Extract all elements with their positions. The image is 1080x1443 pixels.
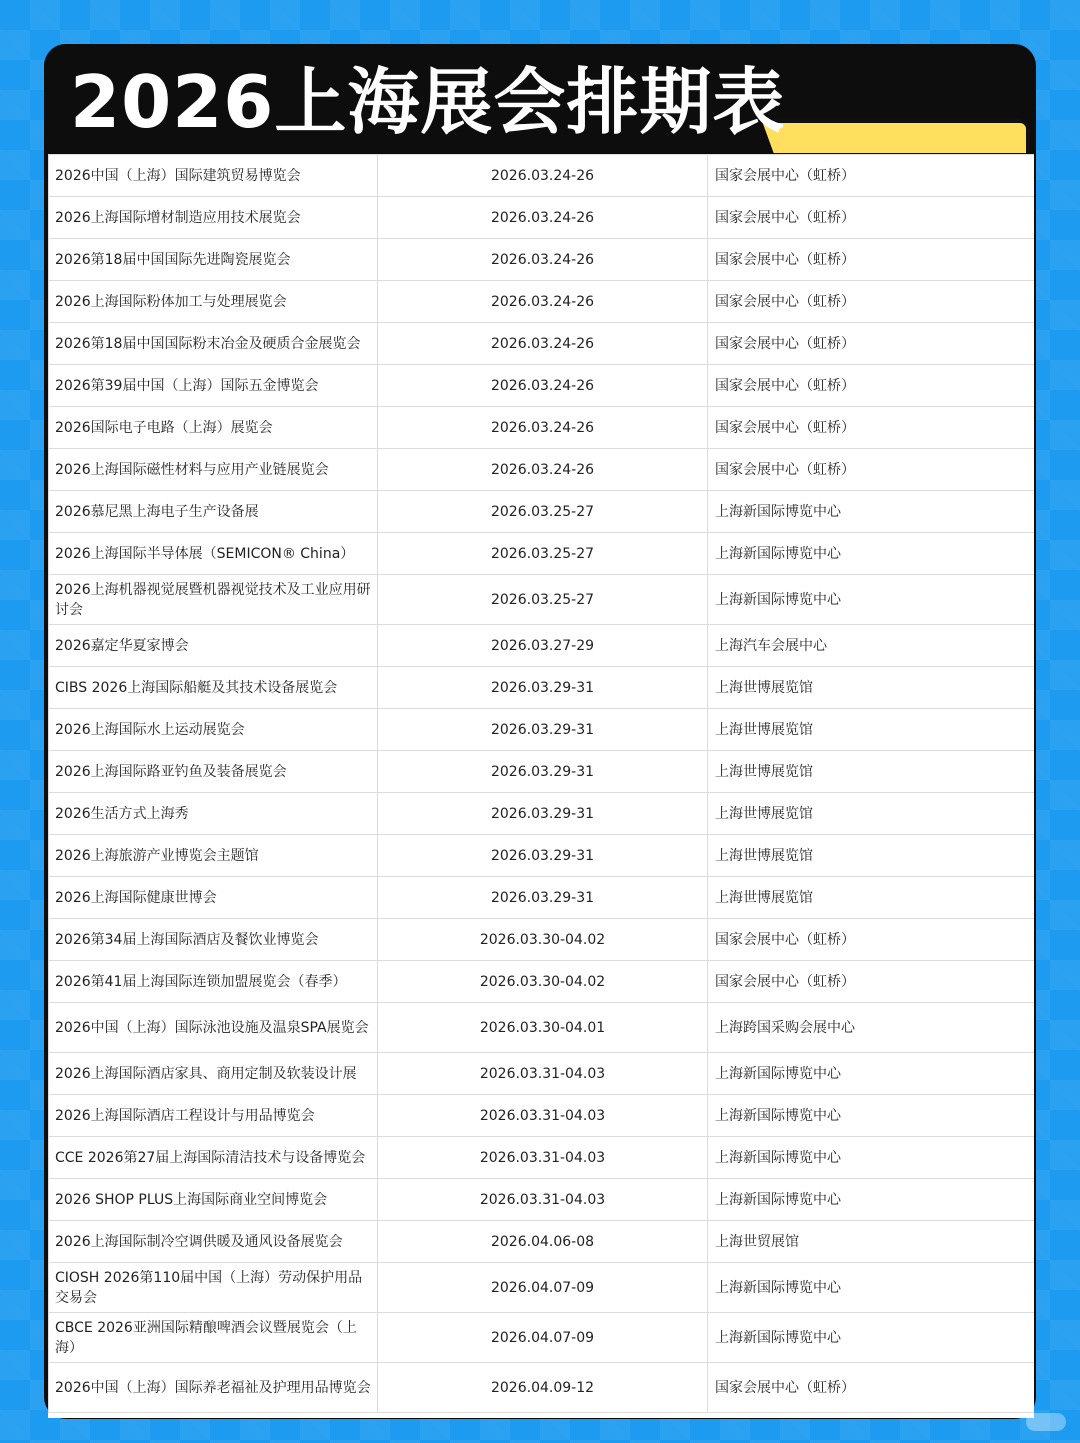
exhibition-date-cell: 2026.03.24-26 — [378, 281, 708, 323]
exhibition-venue-cell: 上海新国际博览中心 — [708, 1137, 1035, 1179]
table-row — [49, 575, 1035, 625]
exhibition-venue-cell: 上海世博展览馆 — [708, 709, 1035, 751]
exhibition-name-cell: 2026第18届中国国际先进陶瓷展览会 — [49, 239, 378, 281]
table-row — [49, 407, 1035, 449]
exhibition-name-cell: CIOSH 2026第110届中国（上海）劳动保护用品交易会 — [49, 1263, 378, 1313]
exhibition-name-cell: 2026上海旅游产业博览会主题馆 — [49, 835, 378, 877]
exhibition-venue-cell: 上海汽车会展中心 — [708, 625, 1035, 667]
table-row — [49, 1313, 1035, 1363]
exhibition-date-cell: 2026.03.24-26 — [378, 323, 708, 365]
exhibition-name-cell: 2026上海国际水上运动展览会 — [49, 709, 378, 751]
exhibition-name-cell: CBCE 2026亚洲国际精酿啤酒会议暨展览会（上海） — [49, 1313, 378, 1363]
exhibition-name-cell: CIBS 2026上海国际船艇及其技术设备展览会 — [49, 667, 378, 709]
exhibition-date-cell: 2026.04.09-12 — [378, 1363, 708, 1413]
exhibition-date-cell: 2026.04.07-09 — [378, 1263, 708, 1313]
exhibition-date-cell: 2026.03.25-27 — [378, 491, 708, 533]
table-row — [49, 961, 1035, 1003]
exhibition-name-cell: 2026中国（上海）国际养老福祉及护理用品博览会 — [49, 1363, 378, 1413]
exhibition-venue-cell: 上海新国际博览中心 — [708, 1053, 1035, 1095]
exhibition-venue-cell: 上海新国际博览中心 — [708, 1095, 1035, 1137]
exhibition-date-cell: 2026.03.29-31 — [378, 667, 708, 709]
table-row — [49, 491, 1035, 533]
exhibition-date-cell: 2026.03.25-27 — [378, 575, 708, 625]
table-row — [49, 449, 1035, 491]
exhibition-name-cell: 2026慕尼黑上海电子生产设备展 — [49, 491, 378, 533]
exhibition-name-cell: 2026国际电子电路（上海）展览会 — [49, 407, 378, 449]
exhibition-date-cell: 2026.03.24-26 — [378, 155, 708, 197]
exhibition-venue-cell: 上海跨国采购会展中心 — [708, 1003, 1035, 1053]
table-row — [49, 1053, 1035, 1095]
exhibition-date-cell: 2026.03.25-27 — [378, 533, 708, 575]
table-row — [49, 281, 1035, 323]
exhibition-venue-cell: 国家会展中心（虹桥） — [708, 407, 1035, 449]
exhibition-venue-cell: 国家会展中心（虹桥） — [708, 323, 1035, 365]
exhibition-name-cell: 2026上海国际粉体加工与处理展览会 — [49, 281, 378, 323]
schedule-table — [48, 154, 1034, 1413]
table-row — [49, 1137, 1035, 1179]
exhibition-venue-cell: 上海新国际博览中心 — [708, 575, 1035, 625]
exhibition-date-cell: 2026.03.24-26 — [378, 197, 708, 239]
schedule-table-container — [48, 154, 1034, 1418]
exhibition-date-cell: 2026.03.24-26 — [378, 407, 708, 449]
exhibition-venue-cell: 国家会展中心（虹桥） — [708, 239, 1035, 281]
exhibition-date-cell: 2026.03.31-04.03 — [378, 1179, 708, 1221]
exhibition-name-cell: 2026第41届上海国际连锁加盟展览会（春季） — [49, 961, 378, 1003]
exhibition-venue-cell: 国家会展中心（虹桥） — [708, 365, 1035, 407]
exhibition-name-cell: 2026上海国际增材制造应用技术展览会 — [49, 197, 378, 239]
exhibition-date-cell: 2026.03.24-26 — [378, 239, 708, 281]
table-row — [49, 625, 1035, 667]
exhibition-date-cell: 2026.03.30-04.02 — [378, 961, 708, 1003]
table-row — [49, 1221, 1035, 1263]
exhibition-date-cell: 2026.03.31-04.03 — [378, 1137, 708, 1179]
exhibition-venue-cell: 国家会展中心（虹桥） — [708, 1363, 1035, 1413]
exhibition-venue-cell: 国家会展中心（虹桥） — [708, 281, 1035, 323]
exhibition-name-cell: 2026生活方式上海秀 — [49, 793, 378, 835]
exhibition-name-cell: 2026中国（上海）国际建筑贸易博览会 — [49, 155, 378, 197]
exhibition-date-cell: 2026.03.31-04.03 — [378, 1053, 708, 1095]
exhibition-date-cell: 2026.04.06-08 — [378, 1221, 708, 1263]
table-row — [49, 365, 1035, 407]
exhibition-name-cell: 2026第34届上海国际酒店及餐饮业博览会 — [49, 919, 378, 961]
exhibition-name-cell: 2026第18届中国国际粉末冶金及硬质合金展览会 — [49, 323, 378, 365]
table-row — [49, 835, 1035, 877]
exhibition-name-cell: 2026上海国际路亚钓鱼及装备展览会 — [49, 751, 378, 793]
table-row — [49, 877, 1035, 919]
exhibition-venue-cell: 国家会展中心（虹桥） — [708, 961, 1035, 1003]
table-row — [49, 533, 1035, 575]
exhibition-date-cell: 2026.03.31-04.03 — [378, 1095, 708, 1137]
table-row — [49, 793, 1035, 835]
table-row — [49, 1179, 1035, 1221]
exhibition-name-cell: CCE 2026第27届上海国际清洁技术与设备博览会 — [49, 1137, 378, 1179]
table-row — [49, 197, 1035, 239]
exhibition-name-cell: 2026上海国际半导体展（SEMICON® China） — [49, 533, 378, 575]
table-row — [49, 1363, 1035, 1413]
exhibition-venue-cell: 国家会展中心（虹桥） — [708, 919, 1035, 961]
table-row — [49, 751, 1035, 793]
table-row — [49, 919, 1035, 961]
exhibition-date-cell: 2026.03.29-31 — [378, 835, 708, 877]
table-row — [49, 323, 1035, 365]
exhibition-date-cell: 2026.03.29-31 — [378, 709, 708, 751]
exhibition-date-cell: 2026.03.27-29 — [378, 625, 708, 667]
exhibition-name-cell: 2026 SHOP PLUS上海国际商业空间博览会 — [49, 1179, 378, 1221]
exhibition-venue-cell: 国家会展中心（虹桥） — [708, 197, 1035, 239]
exhibition-venue-cell: 上海世贸展馆 — [708, 1221, 1035, 1263]
exhibition-venue-cell: 上海世博展览馆 — [708, 667, 1035, 709]
exhibition-name-cell: 2026上海国际健康世博会 — [49, 877, 378, 919]
exhibition-date-cell: 2026.03.24-26 — [378, 449, 708, 491]
exhibition-venue-cell: 上海世博展览馆 — [708, 751, 1035, 793]
exhibition-date-cell: 2026.03.29-31 — [378, 877, 708, 919]
exhibition-venue-cell: 上海世博展览馆 — [708, 793, 1035, 835]
exhibition-date-cell: 2026.03.30-04.01 — [378, 1003, 708, 1053]
exhibition-name-cell: 2026上海国际磁性材料与应用产业链展览会 — [49, 449, 378, 491]
exhibition-date-cell: 2026.03.29-31 — [378, 751, 708, 793]
exhibition-venue-cell: 国家会展中心（虹桥） — [708, 155, 1035, 197]
exhibition-date-cell: 2026.04.07-09 — [378, 1313, 708, 1363]
exhibition-venue-cell: 上海世博展览馆 — [708, 835, 1035, 877]
exhibition-name-cell: 2026上海机器视觉展暨机器视觉技术及工业应用研讨会 — [49, 575, 378, 625]
exhibition-venue-cell: 上海新国际博览中心 — [708, 533, 1035, 575]
exhibition-venue-cell: 上海世博展览馆 — [708, 877, 1035, 919]
exhibition-name-cell: 2026中国（上海）国际泳池设施及温泉SPA展览会 — [49, 1003, 378, 1053]
exhibition-date-cell: 2026.03.30-04.02 — [378, 919, 708, 961]
table-row — [49, 1003, 1035, 1053]
exhibition-name-cell: 2026嘉定华夏家博会 — [49, 625, 378, 667]
exhibition-venue-cell: 上海新国际博览中心 — [708, 1263, 1035, 1313]
exhibition-name-cell: 2026上海国际酒店家具、商用定制及软装设计展 — [49, 1053, 378, 1095]
exhibition-name-cell: 2026上海国际制冷空调供暖及通风设备展览会 — [49, 1221, 378, 1263]
table-row — [49, 1263, 1035, 1313]
table-row — [49, 709, 1035, 751]
exhibition-date-cell: 2026.03.24-26 — [378, 365, 708, 407]
page-title: 2026上海展会排期表 — [70, 60, 786, 144]
table-row — [49, 155, 1035, 197]
exhibition-date-cell: 2026.03.29-31 — [378, 793, 708, 835]
table-row — [49, 1095, 1035, 1137]
exhibition-name-cell: 2026第39届中国（上海）国际五金博览会 — [49, 365, 378, 407]
watermark-badge — [1026, 1413, 1066, 1431]
exhibition-venue-cell: 上海新国际博览中心 — [708, 491, 1035, 533]
exhibition-name-cell: 2026上海国际酒店工程设计与用品博览会 — [49, 1095, 378, 1137]
table-row — [49, 239, 1035, 281]
exhibition-venue-cell: 上海新国际博览中心 — [708, 1179, 1035, 1221]
table-row — [49, 667, 1035, 709]
exhibition-venue-cell: 上海新国际博览中心 — [708, 1313, 1035, 1363]
exhibition-venue-cell: 国家会展中心（虹桥） — [708, 449, 1035, 491]
